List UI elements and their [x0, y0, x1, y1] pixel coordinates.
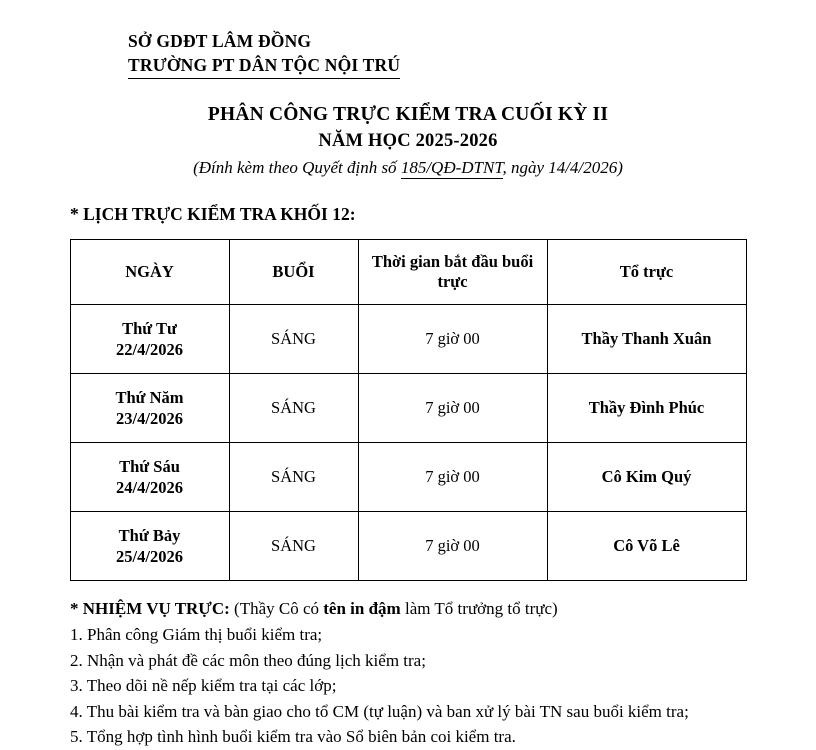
- decision-prefix: (Đính kèm theo Quyết định số: [193, 158, 401, 178]
- cell-start-time: 7 giờ 00: [358, 305, 547, 374]
- table-row: [70, 512, 746, 581]
- duty-item: 5. Tổng hợp tình hình buổi kiểm tra vào Sổ biên bản coi kiểm tra.: [70, 727, 516, 747]
- page-title: PHÂN CÔNG TRỰC KIỂM TRA CUỐI KỲ II: [207, 104, 609, 126]
- decision-suffix: , ngày 14/4/2026): [502, 158, 623, 178]
- cell-session: SÁNG: [229, 512, 358, 581]
- column-header-time: Thời gian bắt đầu buổi trực: [358, 240, 547, 305]
- cell-day: [70, 443, 229, 512]
- decision-reference: [40, 156, 776, 180]
- cell-team: Cô Kim Quý: [547, 443, 746, 512]
- duties-note-bold: tên in đậm: [323, 599, 401, 619]
- schedule-heading: * LỊCH TRỰC KIỂM TRA KHỐI 12:: [70, 204, 356, 225]
- duty-item: 1. Phân công Giám thị buổi kiểm tra;: [70, 624, 323, 644]
- school-year: NĂM HỌC 2025-2026: [318, 130, 498, 151]
- cell-team: Thầy Đình Phúc: [547, 374, 746, 443]
- table-row: [70, 305, 746, 374]
- school-name: TRƯỜNG PT DÂN TỘC NỘI TRÚ: [128, 54, 400, 80]
- organization-header: [128, 30, 776, 79]
- day-date: 24/4/2026: [116, 478, 183, 498]
- day-name: Thứ Sáu: [119, 456, 180, 476]
- day-date: 25/4/2026: [116, 547, 183, 567]
- cell-start-time: 7 giờ 00: [358, 374, 547, 443]
- duties-note-before: (Thầy Cô có: [229, 599, 324, 619]
- duties-heading: * NHIỆM VỤ TRỰC:: [70, 599, 230, 619]
- duty-item: 2. Nhận và phát đề các môn theo đúng lịch kiểm tra;: [70, 650, 426, 670]
- day-name: Thứ Bảy: [118, 525, 181, 545]
- table-row: [70, 443, 746, 512]
- duties-section: [70, 597, 776, 750]
- department-name: SỞ GDĐT LÂM ĐỒNG: [128, 31, 312, 51]
- day-name: Thứ Tư: [122, 318, 177, 338]
- table-header-row: [70, 240, 746, 305]
- day-date: 23/4/2026: [116, 409, 183, 429]
- duty-item: 4. Thu bài kiểm tra và bàn giao cho tổ CM (tự luận) và ban xử lý bài TN sau buổi kiểm tra;: [70, 701, 689, 721]
- day-date: 22/4/2026: [116, 340, 183, 360]
- duties-heading-line: [70, 597, 776, 622]
- cell-day: [70, 305, 229, 374]
- cell-start-time: 7 giờ 00: [358, 512, 547, 581]
- cell-day: [70, 512, 229, 581]
- cell-team: Cô Võ Lê: [547, 512, 746, 581]
- column-header-day: NGÀY: [70, 240, 229, 305]
- cell-session: SÁNG: [229, 374, 358, 443]
- duties-note-after: làm Tổ trưởng tổ trực): [400, 599, 558, 619]
- cell-day: [70, 374, 229, 443]
- day-name: Thứ Năm: [115, 387, 184, 407]
- cell-session: SÁNG: [229, 305, 358, 374]
- cell-start-time: 7 giờ 00: [358, 443, 547, 512]
- column-header-session: BUỔI: [229, 240, 358, 305]
- duty-schedule-table: [70, 239, 747, 581]
- decision-number: 185/QĐ-DTNT: [400, 158, 503, 178]
- duty-item: 3. Theo dõi nề nếp kiểm tra tại các lớp;: [70, 676, 337, 696]
- cell-team: Thầy Thanh Xuân: [547, 305, 746, 374]
- column-header-team: Tổ trực: [547, 240, 746, 305]
- table-row: [70, 374, 746, 443]
- cell-session: SÁNG: [229, 443, 358, 512]
- title-block: [40, 101, 776, 180]
